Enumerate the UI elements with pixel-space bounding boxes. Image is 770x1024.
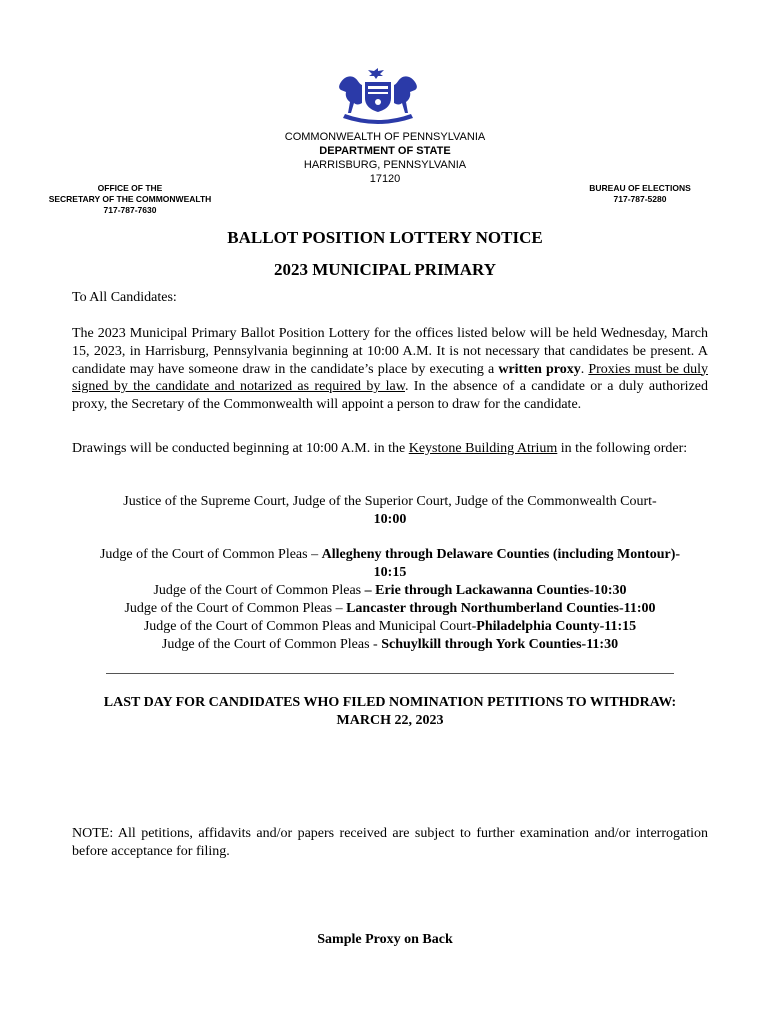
office-phone: 717-787-7630	[103, 205, 157, 215]
lottery-text-c: .	[580, 361, 589, 377]
schedule-s4-counties: Lancaster through Northumberland Counties-11:00	[346, 601, 656, 616]
schedule-s3-court: Judge of the Court of Common Pleas	[153, 583, 365, 598]
proxy-requirement-text: Proxies must be duly signed by the candidate and notarized as required by law	[72, 361, 708, 395]
office-line-2: SECRETARY OF THE COMMONWEALTH	[48, 194, 212, 204]
lottery-text-e: . In the absence of a candidate or a duly authorized proxy, the Secretary of the Commonwealth will appoint a person to draw for the candidate.	[72, 379, 708, 413]
schedule-s2-counties: Allegheny through Delaware Counties (including Montour)-	[321, 547, 681, 562]
letterhead-center	[0, 130, 770, 186]
drawings-text-c: in the following order:	[557, 441, 688, 456]
schedule-item-philadelphia	[60, 618, 720, 636]
withdrawal-deadline-label: LAST DAY FOR CANDIDATES WHO FILED NOMINATION PETITIONS TO WITHDRAW:	[103, 695, 677, 710]
salutation: To All Candidates:	[72, 290, 177, 305]
schedule-s5-court: Judge of the Court of Common Pleas and Municipal Court-	[143, 619, 477, 634]
keystone-building-atrium: Keystone Building Atrium	[408, 441, 558, 456]
schedule-item-schuylkill	[60, 636, 720, 654]
schedule-s6-court: Judge of the Court of Common Pleas -	[161, 637, 382, 652]
drawings-text-a: Drawings will be conducted beginning at 10:00 A.M. in the	[72, 441, 409, 456]
withdrawal-deadline-date: MARCH 22, 2023	[336, 713, 444, 728]
withdrawal-deadline	[60, 694, 720, 730]
letterhead-city: HARRISBURG, PENNSYLVANIA	[303, 159, 467, 171]
notice-subtitle: 2023 MUNICIPAL PRIMARY	[274, 260, 496, 279]
sample-proxy-note: Sample Proxy on Back	[317, 932, 453, 947]
bureau-phone: 717-787-5280	[613, 194, 667, 204]
schedule-item-erie	[60, 582, 720, 600]
schedule-appellate-time: 10:00	[373, 512, 407, 527]
notice-title: BALLOT POSITION LOTTERY NOTICE	[227, 228, 543, 247]
schedule-item-lancaster	[60, 600, 720, 618]
bureau-name: BUREAU OF ELECTIONS	[589, 183, 691, 193]
schedule-common-pleas	[60, 546, 720, 654]
letterhead-commonwealth: COMMONWEALTH OF PENNSYLVANIA	[284, 131, 486, 143]
letterhead-right	[560, 183, 720, 205]
schedule-s2-court: Judge of the Court of Common Pleas –	[99, 547, 322, 562]
drawings-paragraph	[72, 440, 708, 458]
schedule-s5-county: Philadelphia County-11:15	[476, 619, 637, 634]
schedule-s6-counties: Schuylkill through York Counties-11:30	[381, 637, 619, 652]
lottery-text-a: The 2023 Municipal Primary Ballot Position Lottery for the offices listed below will be held Wednesday, March 15, 2023, in Harrisburg, Pennsylvania beginning at 10:00 A.M. It is not necessary that candidates be present. A candidate may have someone draw in the candidate’s place by executing a	[72, 326, 708, 377]
divider	[106, 673, 674, 674]
pennsylvania-coat-of-arms-icon	[335, 66, 421, 124]
letterhead-left	[30, 183, 230, 216]
schedule-s3-counties: – Erie through Lackawanna Counties-10:30	[364, 583, 627, 598]
lottery-paragraph	[72, 325, 708, 414]
schedule-s4-court: Judge of the Court of Common Pleas –	[124, 601, 347, 616]
note-paragraph: NOTE: All petitions, affidavits and/or papers received are subject to further examination and/or interrogation before acceptance for filing.	[72, 826, 708, 859]
letterhead-zip: 17120	[369, 173, 401, 185]
schedule-appellate-courts: Justice of the Supreme Court, Judge of the Superior Court, Judge of the Commonwealth Court-	[123, 494, 657, 509]
written-proxy-text: written proxy	[498, 361, 581, 377]
schedule-item-allegheny	[60, 546, 720, 564]
letterhead-department: DEPARTMENT OF STATE	[319, 145, 451, 157]
schedule-allegheny-time: 10:15	[373, 565, 407, 580]
schedule-item-appellate	[60, 493, 720, 529]
office-line-1: OFFICE OF THE	[97, 183, 163, 193]
